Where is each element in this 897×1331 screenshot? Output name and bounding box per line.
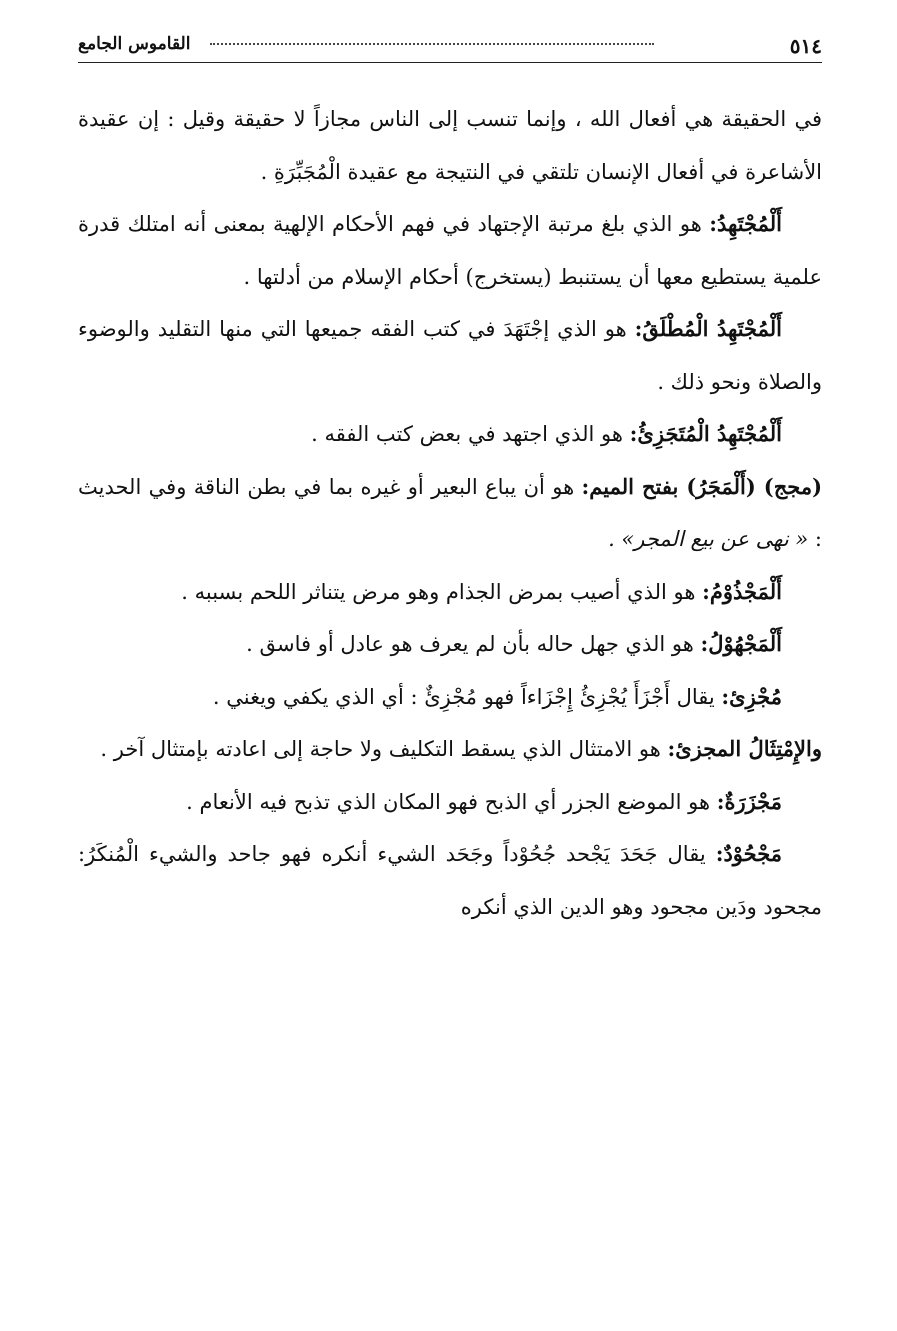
entry-term: (مجج) (أَلْمَجَرُ) بفتح الميم:: [581, 473, 823, 499]
header-dotted-leader: [210, 43, 654, 45]
entry-text: هو الذي بلغ مرتبة الإجتهاد في فهم الأحكام الإلهية بمعنى أنه امتلك قدرة علمية يستطيع معها أن يستنبط (يستخرج) أحكام الإسلام من أدلتها .: [78, 212, 822, 289]
entry-text: في الحقيقة هي أفعال الله ، وإنما تنسب إلى الناس مجازاً لا حقيقة وقيل : إن عقيدة الأشاعرة في أفعال الإنسان تلتقي في النتيجة مع عقيدة الْمُجَبِّرَةِ .: [78, 107, 822, 184]
book-title: القاموس الجامع: [78, 34, 191, 54]
dictionary-entry: [78, 566, 822, 619]
entry-term: أَلْمُجْتَهِدُ الْمُتَجَزِئُ:: [629, 421, 782, 446]
entry-term: مُجْزِئ:: [721, 683, 782, 709]
running-header: [78, 28, 822, 63]
entry-text: هو الذي أصيب بمرض الجذام وهو مرض يتناثر اللحم بسببه .: [181, 579, 696, 604]
entry-text: يقال أَجْزَأَ يُجْزِئُ إِجْزَاءاً فهو مُجْزِئٌ : أي الذي يكفي ويغني .: [212, 684, 715, 709]
dictionary-entry: [78, 723, 822, 776]
entry-term: أَلْمُجْتَهِدُ الْمُطْلَقُ:: [634, 316, 782, 341]
entry-text: هو الذي جهل حاله بأن لم يعرف هو عادل أو فاسق .: [246, 632, 694, 656]
dictionary-entry: [78, 828, 822, 933]
book-page: [78, 28, 822, 1318]
page-number: ٥١٤: [789, 34, 822, 58]
dictionary-entry: [78, 671, 822, 724]
entry-term: أَلْمَجْذُوْمُ:: [702, 578, 782, 604]
entry-term: مَجْزَرَةٌ:: [716, 788, 782, 814]
hadith-quote: « نهى عن بيع المجر» .: [608, 527, 809, 551]
entry-text: هو الامتثال الذي يسقط التكليف ولا حاجة إلى اعادته بإمتثال آخر .: [100, 737, 661, 761]
dictionary-entry: [78, 303, 822, 408]
dictionary-entry: [78, 776, 822, 829]
entry-term: أَلْمُجْتَهِدُ:: [709, 211, 782, 236]
entry-term: أَلْمَجْهُوْلُ:: [700, 631, 782, 656]
dictionary-entry: [78, 198, 822, 303]
dictionary-entry: [78, 618, 822, 671]
dictionary-entry: [78, 461, 822, 566]
entry-text: هو الموضع الجزر أي الذبح فهو المكان الذي تذبح فيه الأنعام .: [186, 789, 711, 814]
entry-term: مَجْحُوْدٌ:: [715, 841, 782, 866]
entry-text: هو أن يباع البعير أو غيره بما في بطن الناقة وفي الحديث :: [78, 474, 822, 551]
dictionary-entry: [78, 408, 822, 461]
entry-text: هو الذي اجتهد في بعض كتب الفقه .: [311, 422, 623, 446]
page-body: [78, 93, 822, 933]
entry-text: يقال جَحَدَ يَجْحد جُحُوْداً وجَحَد الشيء أنكره فهو جاحد والشيء الْمُنكَرُ: مجحود ودَين مجحود وهو الدين الذي أنكره: [78, 842, 822, 919]
entry-text: هو الذي إجْتَهَدَ في كتب الفقه جميعها التي منها التقليد والوضوء والصلاة ونحو ذلك .: [78, 317, 822, 394]
entry-term: والإِمْتِثَالُ المجزئ:: [667, 736, 822, 761]
entry-continuation: [78, 93, 822, 198]
